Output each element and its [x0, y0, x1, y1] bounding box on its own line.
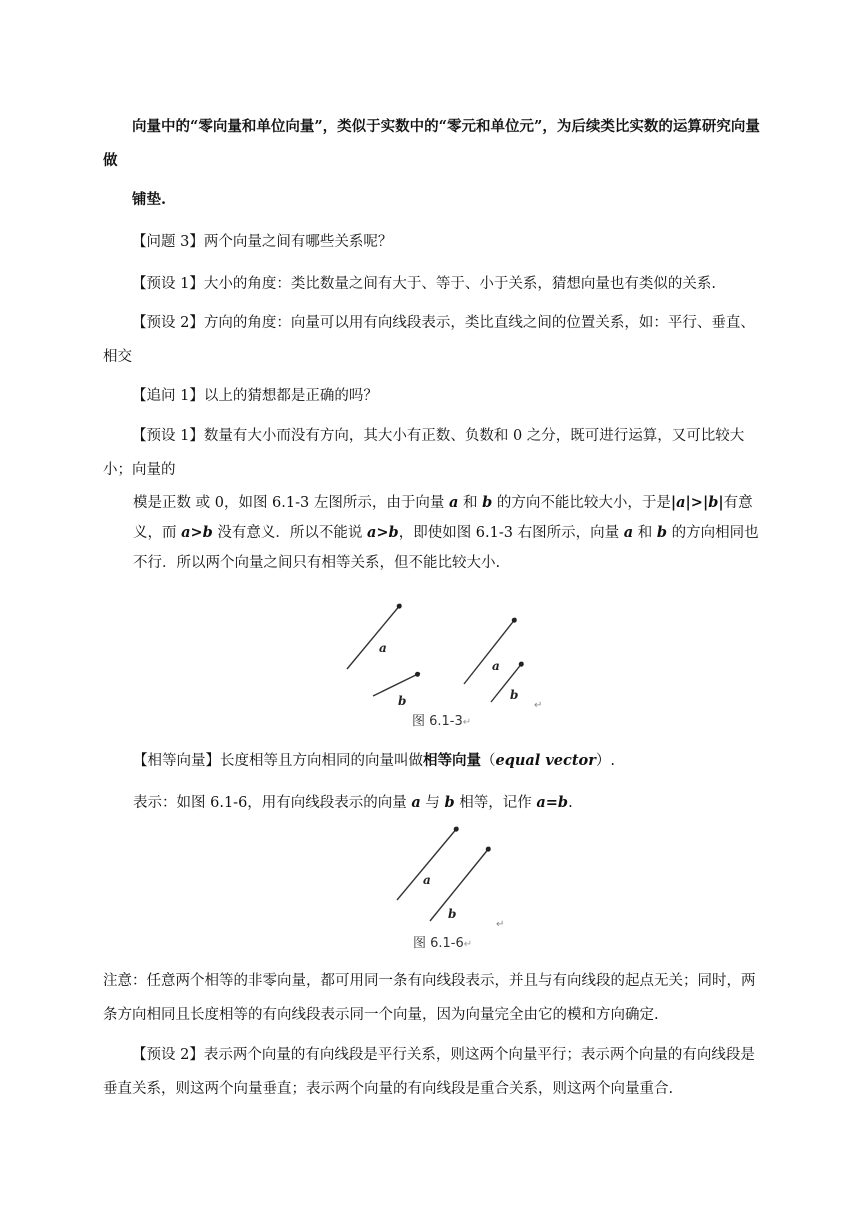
label-b-left: b: [398, 694, 407, 708]
label-a-right: a: [492, 659, 500, 673]
a-greater-b: a>b: [181, 524, 213, 541]
vector-a: [397, 827, 458, 900]
figure-caption: 图 6.1-6↵: [413, 936, 473, 951]
follow-tag: 【追问 1】: [132, 388, 204, 404]
modulus-paragraph: 模是正数 或 0，如图 6.1-3 左图所示，由于向量 a 和 b 的方向不能比较大小，于是|a|>|b|有意义，而 a>b 没有意义．所以不能说 a>b，即使如图 6.1-3 右图所示，向量 a 和 b 的方向相同也不行．所以两个向量之间只有相等关系，但不能比较大小.: [133, 494, 759, 571]
intro-paragraph: [103, 110, 763, 178]
vector-b: b: [656, 524, 667, 541]
equal-vector-definition: 【相等向量】长度相等且方向相同的向量叫做相等向量（equal vector）.: [133, 752, 615, 769]
figure-6-1-6: [388, 820, 528, 955]
preset-tag: 【预设 2】: [132, 1047, 204, 1063]
preset-tag: 【预设 2】: [132, 315, 204, 331]
return-mark: ↵: [534, 700, 543, 711]
note-paragraph: 注意：任意两个相等的非零向量，都可用同一条有向线段表示，并且与有向线段的起点无关；同时，两条方向相同且长度相等的有向线段表示同一个向量，因为向量完全由它的模和方向确定.: [103, 973, 756, 1023]
vector-a: a: [411, 794, 421, 811]
vector-a-right: [464, 618, 516, 684]
vector-a: a: [448, 494, 459, 511]
abs-comparison: |a|>|b|: [670, 494, 724, 511]
equality-expr: a=b: [536, 794, 569, 811]
question-tag: 【问题 3】: [132, 234, 204, 250]
label-b-right: b: [510, 688, 519, 702]
question-3: 【问题 3】两个向量之间有哪些关系呢？: [132, 234, 393, 250]
term-equal-vector: 相等向量: [423, 752, 481, 769]
term-english: equal vector: [495, 752, 596, 769]
intro-text: 向量中的“零向量和单位向量”，类似于实数中的“零元和单位元”，为后续类比实数的运算研究向量做: [103, 118, 760, 169]
vector-b-left: [373, 673, 420, 696]
vector-b: b: [482, 494, 493, 511]
preset-tag: 【预设 1】: [132, 428, 204, 444]
figure-6-1-3: [338, 596, 558, 730]
vector-b: b: [444, 794, 455, 811]
vector-a: a: [623, 524, 634, 541]
preset-tag: 【预设 1】: [132, 276, 204, 292]
preset-2-answer: 【预设 2】表示两个向量的有向线段是平行关系，则这两个向量平行；表示两个向量的有向线段是垂直关系，则这两个向量垂直；表示两个向量的有向线段是重合关系，则这两个向量重合.: [103, 1047, 755, 1097]
vector-b: [430, 847, 490, 921]
notation-paragraph: 表示：如图 6.1-6，用有向线段表示的向量 a 与 b 相等，记作 a=b.: [133, 794, 573, 811]
vector-a-left: [347, 604, 401, 669]
follow-up-1: 【追问 1】以上的猜想都是正确的吗？: [132, 388, 378, 404]
figure-caption: 图 6.1-3↵: [412, 714, 472, 729]
definition-tag: 【相等向量】: [133, 753, 220, 769]
label-b: b: [448, 907, 457, 921]
a-greater-b: a>b: [367, 524, 399, 541]
return-mark: ↵: [496, 919, 505, 930]
preset-2-direction: 【预设 2】方向的角度：向量可以用有向线段表示，类比直线之间的位置关系，如：平行、垂直、相交: [103, 315, 755, 365]
preset-1-answer: 【预设 1】数量有大小而没有方向，其大小有正数、负数和 0 之分，既可进行运算，又可比较大小；向量的: [103, 428, 745, 478]
label-a-left: a: [379, 641, 387, 655]
preset-1-size: 【预设 1】大小的角度：类比数量之间有大于、等于、小于关系，猜想向量也有类似的关系.: [132, 276, 716, 292]
label-a: a: [423, 873, 431, 887]
intro-continuation: 铺垫.: [132, 191, 167, 208]
